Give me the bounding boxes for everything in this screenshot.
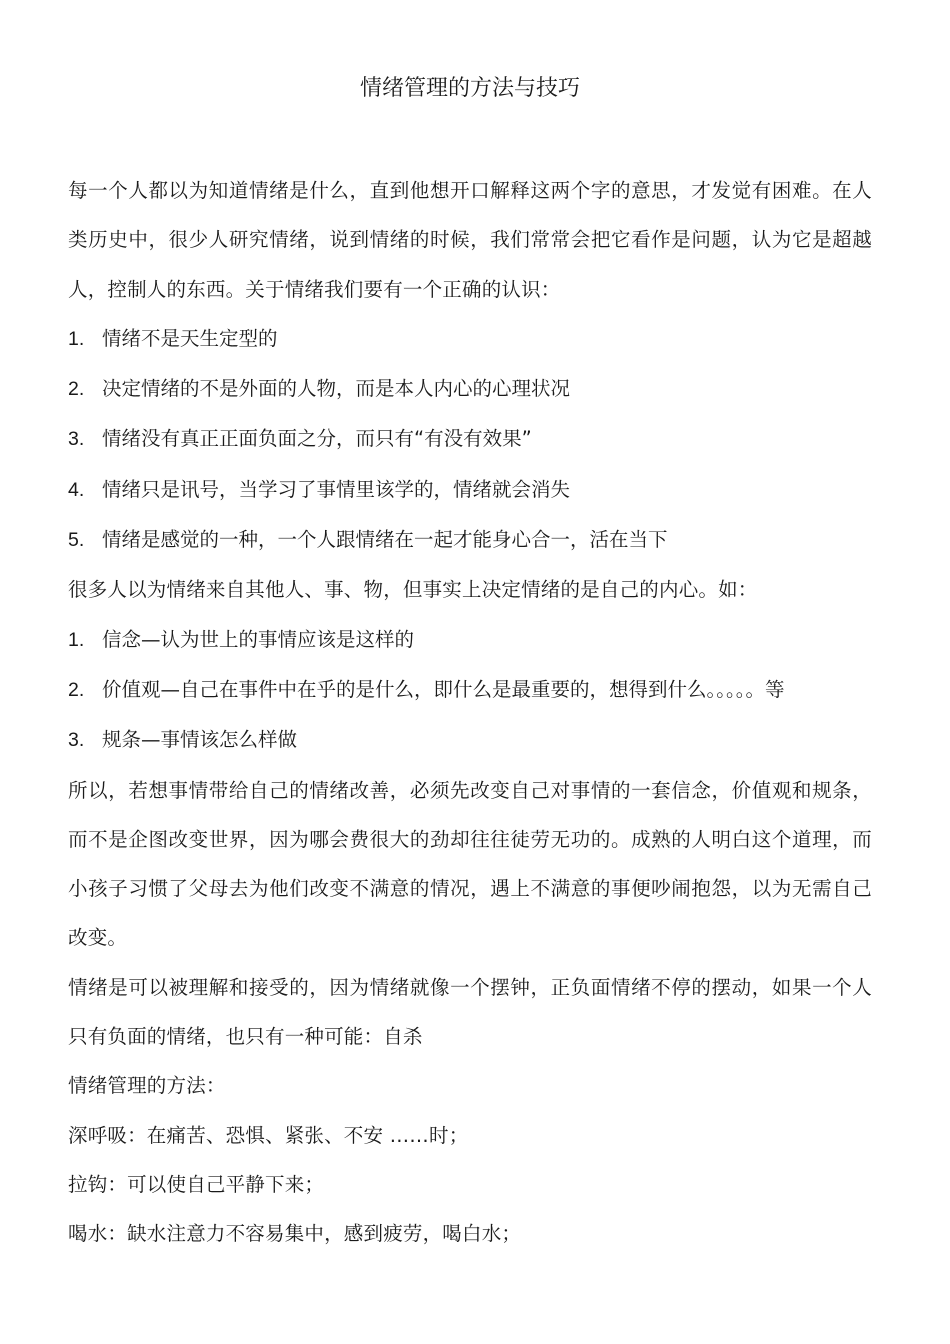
list-item xyxy=(68,414,872,464)
inner-source-paragraph: 很多人以为情绪来自其他人、事、物，但事实上决定情绪的是自己的内心。如： xyxy=(68,578,758,602)
intro-paragraph: 每一个人都以为知道情绪是什么，直到他想开口解释这两个字的意思，才发觉有困难。在人类历史中，很少人研究情绪，说到情绪的时候，我们常常会把它看作是问题，认为它是超越人，控制人的东西。关于情绪我们要有一个正确的认识： xyxy=(68,179,872,301)
document-title: 情绪管理的方法与技巧 xyxy=(359,76,580,101)
list-number: 1. xyxy=(68,628,85,651)
list-number: 3. xyxy=(68,729,85,752)
list-text: 情绪没有真正正面负面之分，而只有“有没有效果” xyxy=(102,427,532,451)
list-number: 2. xyxy=(68,378,85,401)
method-deep-breath: 深呼吸：在痛苦、恐惧、紧张、不安 ……时； xyxy=(68,1123,469,1147)
change-beliefs-paragraph: 所以，若想事情带给自己的情绪改善，必须先改变自己对事情的一套信念，价值观和规条，而不是企图改变世界，因为哪会费很大的劲却往往徒劳无功的。成熟的人明白这个道理，而小孩子习惯了父母去为他们改变不满意的情况，遇上不满意的事便吵闹抱怨，以为无需自己改变。 xyxy=(68,778,872,950)
list-number: 3. xyxy=(68,428,85,451)
list-number: 1. xyxy=(68,327,85,350)
list-number: 4. xyxy=(68,478,85,501)
list-text: 情绪不是天生定型的 xyxy=(102,326,278,350)
list-text: 情绪只是讯号，当学习了事情里该学的，情绪就会消失 xyxy=(102,477,571,501)
list-item xyxy=(68,665,872,715)
list-text: 信念—认为世上的事情应该是这样的 xyxy=(102,627,415,651)
list-item xyxy=(68,364,872,414)
list-item xyxy=(68,314,872,364)
methods-heading: 情绪管理的方法： xyxy=(68,1074,226,1098)
list-item xyxy=(68,465,872,515)
list-text: 情绪是感觉的一种，一个人跟情绪在一起才能身心合一，活在当下 xyxy=(102,528,668,552)
list-text: 决定情绪的不是外面的人物，而是本人内心的心理状况 xyxy=(102,377,571,401)
inner-factors-list xyxy=(68,615,872,766)
list-item xyxy=(68,615,872,665)
pendulum-paragraph: 情绪是可以被理解和接受的，因为情绪就像一个摆钟，正负面情绪不停的摆动，如果一个人只有负面的情绪，也只有一种可能：自杀 xyxy=(68,975,872,1049)
method-hook: 拉钩：可以使自己平静下来； xyxy=(68,1172,325,1196)
list-text: 规条—事情该怎么样做 xyxy=(102,728,298,752)
method-drink-water: 喝水：缺水注意力不容易集中，感到疲劳，喝白水； xyxy=(68,1222,522,1246)
emotion-facts-list xyxy=(68,314,872,565)
list-number: 5. xyxy=(68,529,85,552)
list-item xyxy=(68,715,872,765)
list-text: 价值观—自己在事件中在乎的是什么，即什么是最重要的，想得到什么。。。。。等 xyxy=(102,677,785,701)
list-number: 2. xyxy=(68,678,85,701)
list-item xyxy=(68,515,872,565)
